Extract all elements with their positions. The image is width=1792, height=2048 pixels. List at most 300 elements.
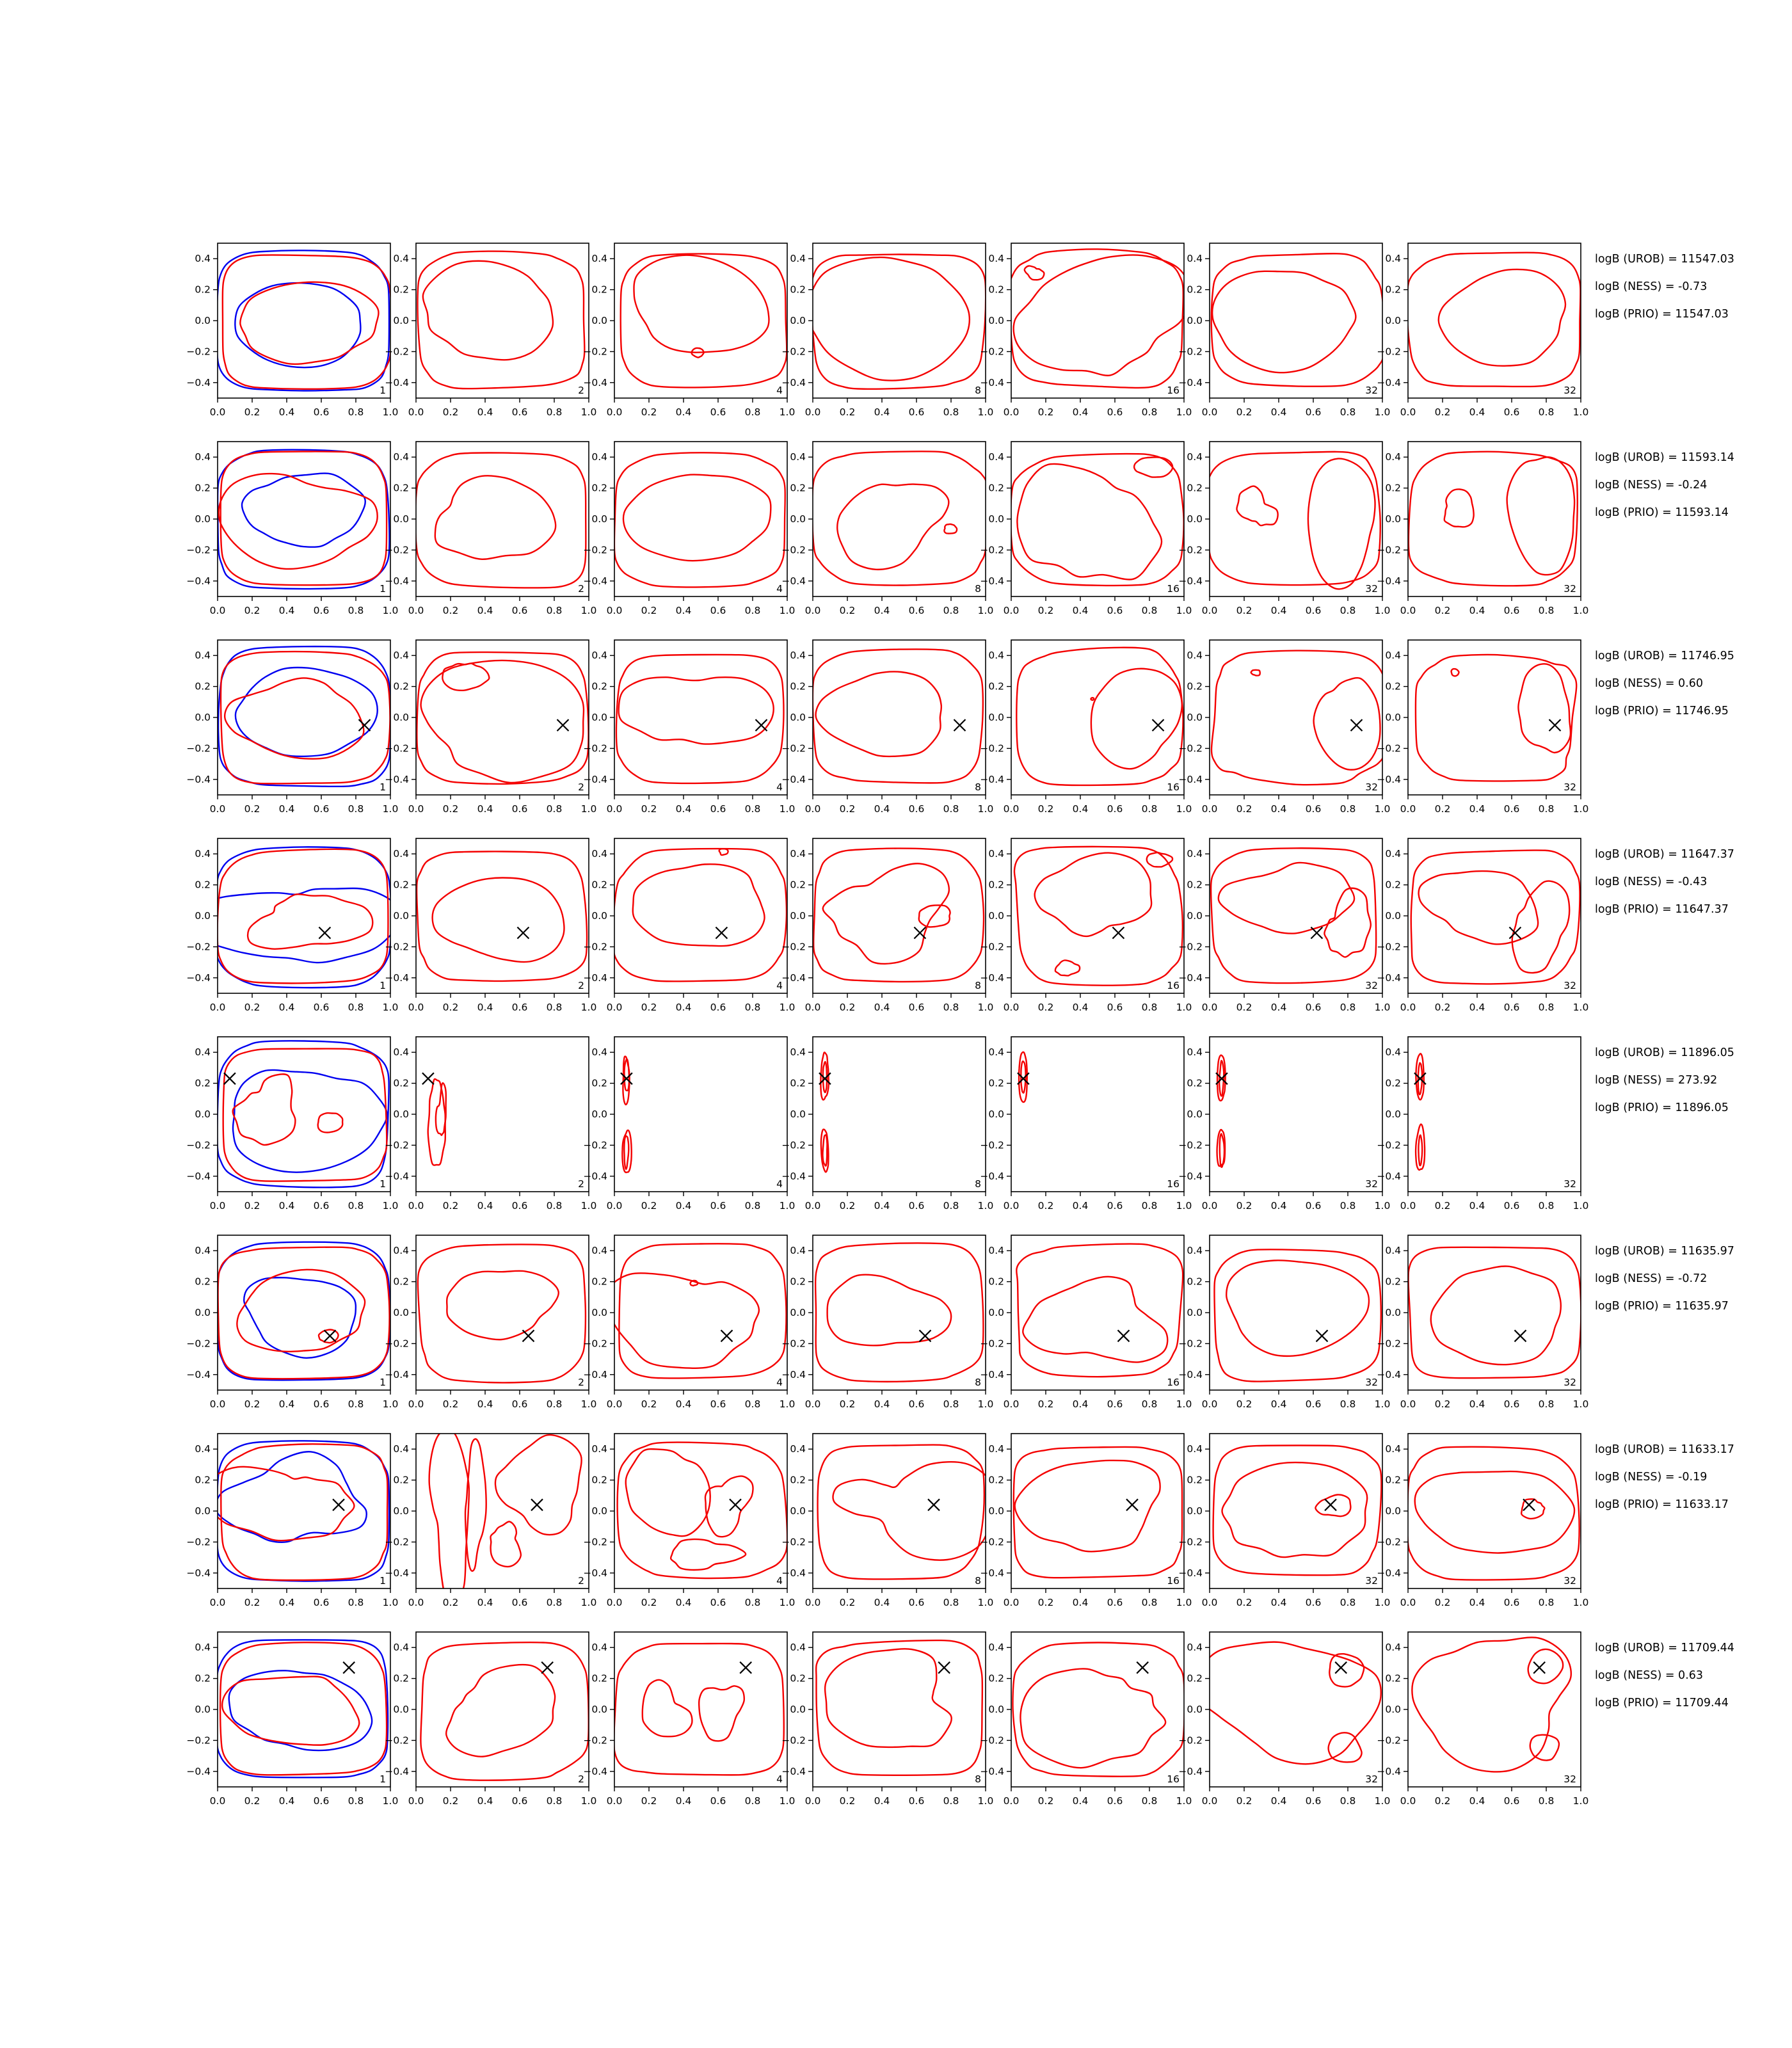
x-tick-label: 1.0 [977,1597,994,1608]
contour-red [1134,457,1172,477]
x-tick-label: 0.8 [744,406,761,418]
y-tick-label: 0.2 [591,1077,607,1089]
x-marker-icon [1126,1499,1138,1510]
subplot-count-label: 32 [1365,980,1378,991]
subplot-count-label: 32 [1365,1575,1378,1587]
x-tick-label: 1.0 [779,605,796,616]
subplot-count-label: 1 [380,1575,386,1587]
x-tick-label: 1.0 [382,1200,399,1212]
contour-red [699,1686,744,1741]
subplot-r7-c1 [186,1434,398,1608]
y-tick-label: −0.2 [980,346,1004,358]
contour-group [200,1441,389,1581]
x-tick-label: 0.8 [1340,605,1356,616]
x-tick-label: 0.6 [511,1200,528,1212]
y-tick-label: 0.0 [195,513,211,525]
y-tick-label: 0.0 [195,315,211,326]
y-tick-label: 0.0 [1385,1505,1401,1517]
y-tick-label: −0.2 [1178,742,1203,755]
contour-red [816,671,941,756]
y-tick-label: −0.4 [583,575,607,587]
contour-group [1407,1447,1580,1580]
x-tick-label: 0.4 [874,1002,890,1013]
contour-group [216,1640,388,1777]
x-marker-icon [333,1499,344,1510]
x-tick-label: 1.0 [382,406,399,418]
contour-group [1212,253,1385,386]
x-tick-label: 0.2 [641,1597,657,1608]
x-tick-label: 0.0 [1201,605,1218,616]
contour-red [220,1642,387,1775]
subplot-count-label: 1 [380,1377,386,1388]
x-marker-icon [1137,1662,1148,1674]
y-tick-label: 0.0 [591,1307,607,1318]
axes-border [218,442,390,596]
subplot-count-label: 8 [975,781,981,793]
y-tick-label: 0.0 [393,712,409,723]
x-tick-label: 0.2 [442,406,459,418]
x-tick-label: 0.0 [1003,605,1020,616]
y-tick-label: 0.0 [195,1307,211,1318]
contour-red [1507,457,1575,575]
y-tick-label: 0.2 [393,284,409,296]
x-tick-label: 0.0 [606,605,623,616]
contour-red [815,1243,983,1381]
x-tick-label: 0.0 [606,1002,623,1013]
x-tick-label: 0.8 [1141,1002,1158,1013]
contour-red [1055,960,1080,975]
x-tick-label: 0.4 [675,803,692,815]
contour-red [719,849,728,855]
y-tick-label: 0.2 [195,1077,211,1089]
y-tick-label: −0.4 [1178,1368,1203,1380]
y-tick-label: 0.2 [988,680,1004,692]
y-tick-label: 0.4 [988,1046,1004,1059]
subplot-count-label: 8 [975,583,981,595]
y-tick-label: −0.4 [980,773,1004,785]
contour-group [417,652,588,784]
x-tick-label: 0.2 [1434,406,1451,418]
subplot-count-label: 4 [776,1377,783,1388]
row-logb-annotation: logB (NESS) = -0.72 [1595,1272,1708,1285]
contour-group [1407,253,1581,387]
y-tick-label: −0.4 [1178,575,1203,587]
x-tick-label: 0.6 [1107,1398,1123,1410]
y-tick-label: 0.4 [195,650,211,662]
y-tick-label: 0.0 [1385,315,1401,326]
x-marker-icon [938,1662,950,1674]
subplot-r8-c3 [580,1632,796,1807]
y-tick-label: 0.4 [1385,1443,1401,1455]
axes-border [1011,1235,1184,1390]
subplot-r2-c3 [580,442,796,616]
contour-red [828,1275,952,1346]
y-tick-label: −0.2 [1377,1338,1401,1350]
x-tick-label: 0.0 [1201,1002,1218,1013]
y-tick-label: −0.2 [1178,1734,1203,1747]
x-tick-label: 0.8 [546,803,563,815]
x-tick-label: 0.8 [744,1398,761,1410]
y-tick-label: 0.4 [988,1443,1004,1455]
y-tick-label: 0.0 [988,1505,1004,1517]
x-tick-label: 0.4 [1270,803,1287,815]
subplot-r6-c3 [580,1235,796,1410]
x-tick-label: 0.4 [874,605,890,616]
contour-red [223,255,392,388]
y-tick-label: 0.4 [1385,1642,1401,1654]
x-tick-label: 0.4 [1270,605,1287,616]
x-tick-label: 0.6 [710,1002,726,1013]
y-tick-label: −0.2 [1178,544,1203,556]
y-tick-label: 0.4 [393,253,409,265]
y-tick-label: −0.4 [583,1567,607,1579]
x-tick-label: 0.4 [1469,406,1485,418]
axes-border [416,442,589,596]
subplot-r3-c1 [186,640,398,815]
x-marker-icon [531,1499,543,1510]
x-tick-label: 0.8 [1141,406,1158,418]
x-tick-label: 1.0 [580,1795,597,1807]
x-tick-label: 0.2 [244,1200,260,1212]
contour-red [1315,1494,1350,1516]
y-tick-label: 0.0 [591,1704,607,1715]
x-marker-icon [954,719,966,731]
row-logb-annotation: logB (UROB) = 11593.14 [1595,451,1734,464]
x-tick-label: 0.4 [278,803,295,815]
x-tick-label: 0.6 [1107,1597,1123,1608]
x-tick-label: 0.6 [1305,1002,1322,1013]
x-tick-label: 0.2 [1037,1200,1054,1212]
y-tick-label: 0.2 [195,284,211,296]
y-tick-label: 0.4 [195,1642,211,1654]
x-tick-label: 0.6 [313,803,330,815]
y-tick-label: 0.2 [1385,1077,1401,1089]
y-tick-label: 0.2 [195,1276,211,1288]
contour-blue [242,474,365,547]
contour-red [1015,1460,1160,1551]
contour-group [420,1642,588,1780]
x-tick-label: 0.4 [1469,1398,1485,1410]
row-logb-annotation: logB (PRIO) = 11647.37 [1595,903,1729,916]
contour-red [705,1476,753,1537]
x-tick-label: 0.0 [209,1002,226,1013]
y-tick-label: 0.4 [790,848,806,860]
y-tick-label: −0.2 [385,742,409,755]
y-tick-label: 0.4 [195,451,211,463]
y-tick-label: 0.0 [393,1307,409,1318]
x-marker-icon [756,719,767,731]
y-tick-label: 0.2 [988,1077,1004,1089]
y-tick-label: −0.2 [781,1536,806,1548]
contour-red [812,255,986,389]
x-tick-label: 0.2 [244,1795,260,1807]
x-tick-label: 0.4 [477,605,493,616]
contour-red [806,257,970,380]
x-tick-label: 0.8 [546,1398,563,1410]
subplot-count-label: 16 [1167,583,1180,595]
contour-red [1314,678,1380,770]
contour-red [624,1136,628,1169]
y-tick-label: 0.0 [1385,1108,1401,1120]
y-tick-label: 0.2 [195,482,211,494]
y-tick-label: −0.4 [980,1368,1004,1380]
x-tick-label: 1.0 [977,803,994,815]
contour-group [1409,1247,1581,1378]
y-tick-label: 0.2 [1187,879,1203,891]
x-tick-label: 0.0 [1003,1200,1020,1212]
y-tick-label: −0.2 [583,941,607,953]
contour-red [1415,1471,1574,1553]
axes-border [1011,1434,1184,1588]
x-tick-label: 0.8 [348,1795,364,1807]
x-marker-icon [1112,927,1124,939]
contour-red [1416,655,1576,781]
subplot-r8-c6 [1178,1632,1390,1807]
axes-border [614,1632,787,1787]
contour-red [618,1443,787,1578]
x-tick-label: 0.4 [1469,605,1485,616]
y-tick-label: 0.0 [1187,1704,1203,1715]
x-tick-label: 0.8 [1538,1398,1555,1410]
row-logb-annotation: logB (PRIO) = 11547.03 [1595,308,1729,321]
x-tick-label: 0.4 [477,803,493,815]
x-tick-label: 0.4 [1469,1002,1485,1013]
subplot-count-label: 32 [1365,1377,1378,1388]
x-tick-label: 0.8 [546,406,563,418]
y-tick-label: 0.2 [988,1474,1004,1486]
x-tick-label: 0.8 [943,1200,959,1212]
y-tick-label: −0.4 [980,972,1004,984]
x-tick-label: 0.0 [804,605,821,616]
subplot-r7-c3 [580,1434,796,1608]
contour-red [619,1244,786,1378]
contour-red [616,655,783,783]
y-tick-label: 0.2 [591,680,607,692]
x-tick-label: 0.6 [710,1200,726,1212]
x-tick-label: 1.0 [1176,406,1192,418]
x-tick-label: 1.0 [1374,1200,1391,1212]
axes-border [218,1037,390,1192]
y-tick-label: 0.4 [1385,650,1401,662]
y-tick-label: 0.0 [988,712,1004,723]
contour-red [816,1640,982,1775]
x-tick-label: 0.8 [348,1200,364,1212]
contour-group [614,452,785,587]
y-tick-label: 0.2 [1187,1077,1203,1089]
x-tick-label: 0.4 [477,1200,493,1212]
subplot-count-label: 8 [975,1377,981,1388]
subplot-r4-c4 [781,838,993,1013]
contour-group [217,1242,390,1380]
axes-border [813,243,986,398]
contour-red [433,877,564,962]
y-tick-label: −0.2 [1377,1139,1401,1151]
subplot-r1-c6 [1178,243,1390,418]
contour-red [1009,249,1183,388]
x-tick-label: 0.4 [278,1200,295,1212]
x-tick-label: 0.8 [1141,1795,1158,1807]
y-tick-label: 0.4 [1385,1245,1401,1257]
y-tick-label: −0.2 [385,544,409,556]
x-tick-label: 1.0 [1176,1002,1192,1013]
y-tick-label: 0.2 [1187,284,1203,296]
x-tick-label: 0.0 [1201,1795,1218,1807]
y-tick-label: 0.0 [393,1505,409,1517]
y-tick-label: −0.4 [781,773,806,785]
x-tick-label: 1.0 [1374,1398,1391,1410]
subplot-r4-c5 [977,838,1192,1013]
y-tick-label: −0.2 [1178,1139,1203,1151]
x-tick-label: 0.0 [804,1597,821,1608]
x-tick-label: 1.0 [1572,1002,1589,1013]
contour-red [218,1247,390,1379]
subplot-count-label: 16 [1167,1178,1180,1190]
contour-group [621,254,787,388]
x-tick-label: 0.2 [839,1597,856,1608]
x-tick-label: 0.0 [408,406,424,418]
y-tick-label: 0.4 [988,848,1004,860]
x-tick-label: 0.4 [477,1597,493,1608]
row-logb-annotation: logB (PRIO) = 11746.95 [1595,705,1729,717]
axes-border [1210,1434,1382,1588]
y-tick-label: −0.4 [385,1567,409,1579]
x-tick-label: 0.6 [313,1795,330,1807]
y-tick-label: 0.0 [790,1505,806,1517]
subplot-count-label: 1 [380,1178,386,1190]
contour-red [833,1462,997,1560]
subplot-r8-c1 [186,1632,398,1807]
subplot-r1-c7 [1374,243,1589,418]
subplot-count-label: 2 [578,781,584,793]
axes-border [416,243,589,398]
x-tick-label: 1.0 [382,1002,399,1013]
y-tick-label: 0.4 [1385,1046,1401,1059]
contour-red [1226,1260,1369,1356]
y-tick-label: 0.0 [195,1704,211,1715]
y-tick-label: −0.4 [385,972,409,984]
y-tick-label: 0.2 [1385,1672,1401,1684]
contour-group [1217,1055,1226,1167]
x-tick-label: 0.2 [1037,406,1054,418]
contour-group [1016,1244,1183,1377]
contour-red [222,1677,359,1745]
subplot-r7-c2 [382,1430,597,1608]
axes-border [218,1235,390,1390]
y-tick-label: 0.0 [1187,1505,1203,1517]
y-tick-label: 0.0 [1385,910,1401,922]
contour-group [1011,454,1184,586]
subplot-count-label: 32 [1564,1773,1576,1785]
contour-blue [229,1670,372,1750]
y-tick-label: −0.4 [1377,1170,1401,1182]
x-tick-label: 0.4 [1072,406,1089,418]
subplot-r1-c2 [382,243,597,418]
subplot-r2-c1 [186,442,398,616]
contour-red [1196,1642,1381,1764]
y-tick-label: 0.4 [591,451,607,463]
x-tick-label: 1.0 [580,1597,597,1608]
x-tick-label: 1.0 [580,406,597,418]
subplot-r8-c4 [781,1632,993,1807]
contour-group [813,849,984,982]
contour-red [1439,269,1565,366]
x-tick-label: 0.2 [839,1398,856,1410]
subplot-r8-c7 [1374,1632,1589,1807]
contour-red [623,474,771,561]
contour-red [1412,1637,1571,1772]
x-tick-label: 0.8 [1538,1002,1555,1013]
x-tick-label: 0.6 [1305,1597,1322,1608]
x-tick-label: 0.6 [1503,1795,1520,1807]
subplot-r6-c1 [186,1235,398,1410]
x-tick-label: 1.0 [779,406,796,418]
y-tick-label: −0.4 [781,1567,806,1579]
axes-border [1011,838,1184,993]
x-tick-label: 0.2 [442,803,459,815]
y-tick-label: 0.0 [988,513,1004,525]
y-tick-label: 0.0 [591,513,607,525]
x-tick-label: 0.4 [477,406,493,418]
subplot-r6-c6 [1178,1235,1390,1410]
x-marker-icon [1533,1662,1545,1674]
x-tick-label: 0.8 [1141,1398,1158,1410]
subplot-r5-c7 [1374,1037,1589,1212]
x-tick-label: 0.8 [943,605,959,616]
y-tick-label: 0.0 [591,712,607,723]
x-tick-label: 0.8 [1340,1398,1356,1410]
contour-red [1212,271,1356,372]
contour-red [1419,871,1539,944]
x-tick-label: 0.2 [839,1795,856,1807]
contour-red [1251,670,1260,676]
x-tick-label: 0.2 [1037,1002,1054,1013]
x-marker-icon [1515,1330,1526,1341]
y-tick-label: 0.4 [195,1046,211,1059]
y-tick-label: 0.4 [988,1245,1004,1257]
x-tick-label: 1.0 [1374,406,1391,418]
contour-group [1213,1445,1382,1575]
axes-border [813,640,986,795]
subplot-count-label: 32 [1564,980,1576,991]
y-tick-label: −0.2 [385,1536,409,1548]
x-tick-label: 0.0 [1201,1398,1218,1410]
x-tick-label: 0.0 [408,1200,424,1212]
contour-red [447,1271,559,1340]
x-tick-label: 1.0 [779,1398,796,1410]
contour-blue [215,847,392,988]
contour-red [621,254,787,388]
subplot-r2-c6 [1178,442,1390,616]
x-tick-label: 1.0 [1572,1200,1589,1212]
subplot-count-label: 4 [776,980,783,991]
axes-border [614,243,787,398]
x-tick-label: 0.6 [1503,1002,1520,1013]
contour-red [420,1642,588,1780]
x-tick-label: 0.4 [1469,1200,1485,1212]
contour-group [1411,851,1580,984]
x-tick-label: 0.4 [1072,1398,1089,1410]
contour-red [490,1521,520,1566]
x-marker-icon [1153,719,1164,731]
contour-red [1518,664,1571,753]
contour-red [1214,1249,1380,1381]
x-marker-icon [359,719,371,731]
y-tick-label: 0.0 [988,1108,1004,1120]
x-tick-label: 0.2 [1434,605,1451,616]
x-tick-label: 1.0 [779,1795,796,1807]
axes-border [1408,1632,1581,1787]
x-tick-label: 0.6 [313,1398,330,1410]
